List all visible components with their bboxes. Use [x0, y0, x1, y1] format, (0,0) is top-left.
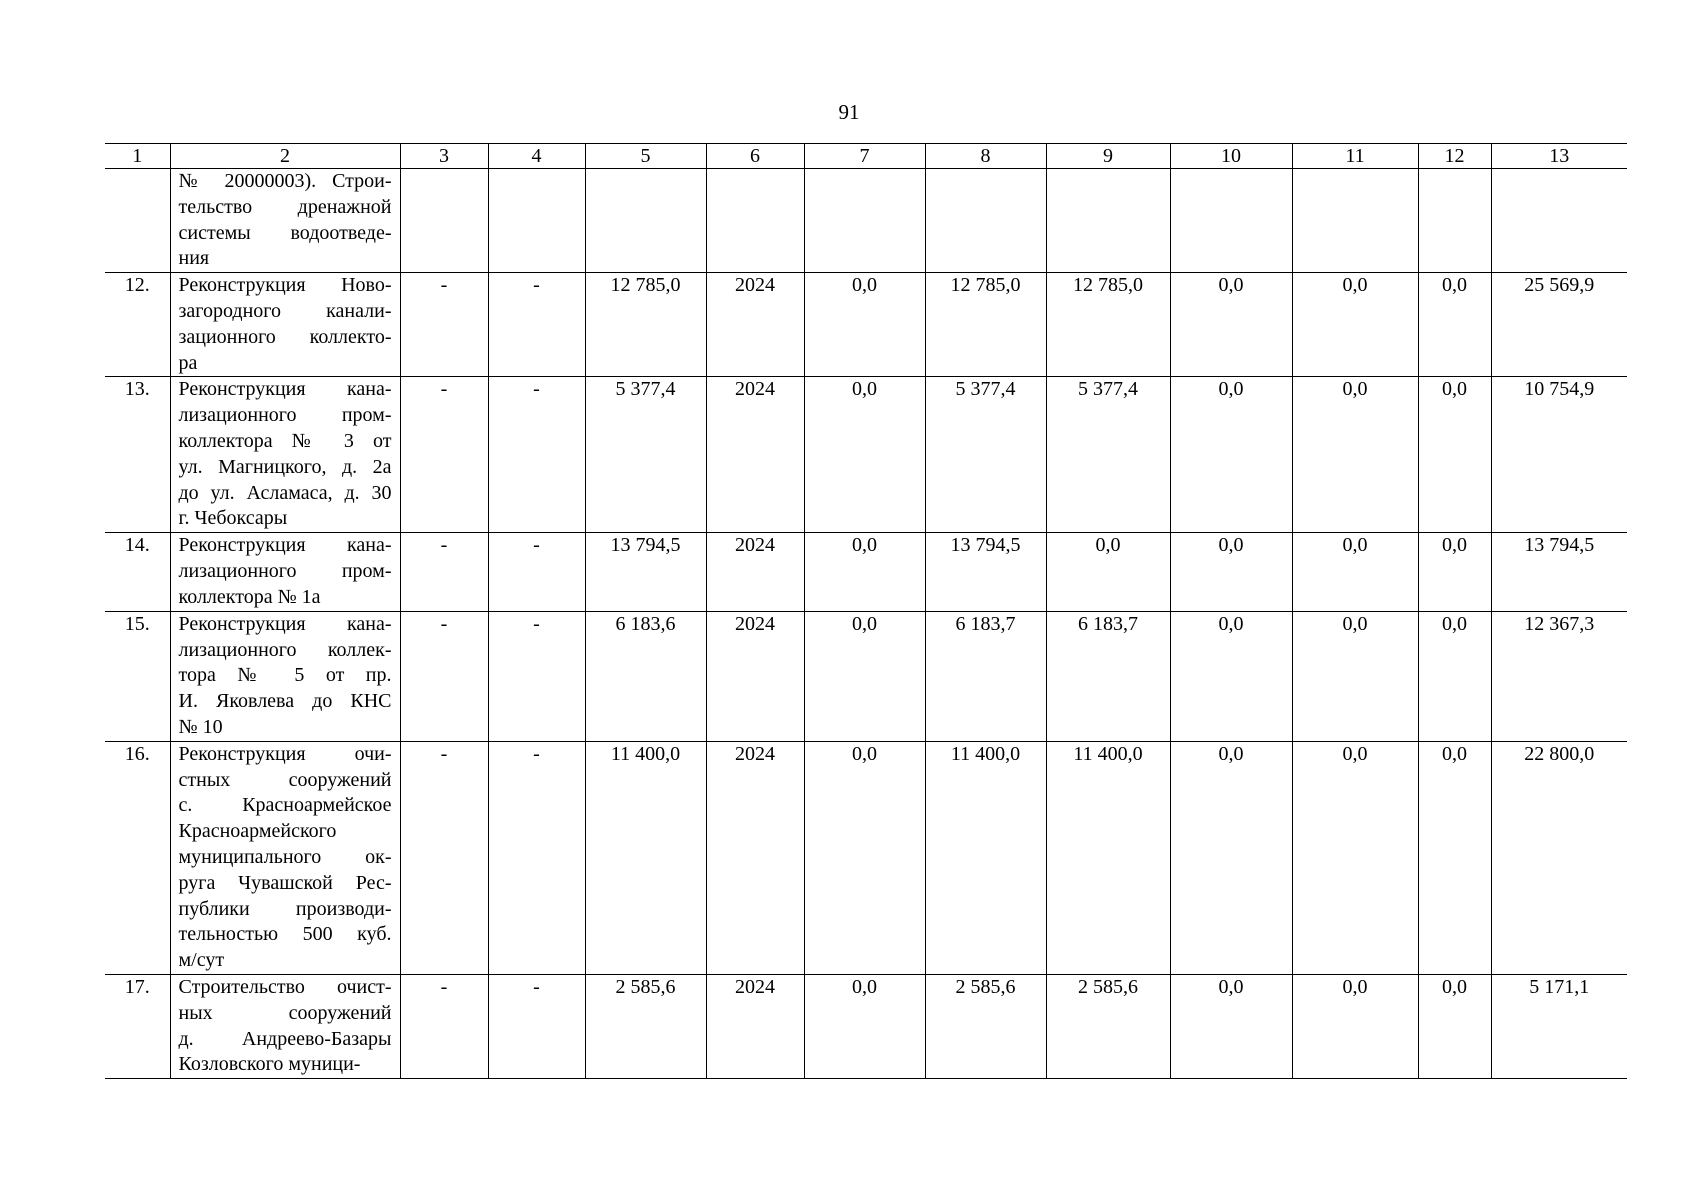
row-name-line: стных сооружений — [178, 768, 392, 791]
cell-c3: - — [400, 377, 488, 533]
cell-c5 — [585, 169, 706, 273]
cell-c7: 0,0 — [804, 377, 925, 533]
cell-c4: - — [488, 377, 585, 533]
row-name-line: тельство дренажной — [178, 195, 392, 218]
row-name-line: коллектора № 1а — [178, 585, 321, 608]
column-header-5: 5 — [585, 144, 706, 169]
cell-c5: 13 794,5 — [585, 533, 706, 611]
cell-c11: 0,0 — [1292, 273, 1418, 377]
cell-c8: 11 400,0 — [925, 741, 1046, 974]
row-name-line: № 20000003). Строи- — [178, 170, 392, 192]
row-name-line: лизационного пром- — [178, 404, 392, 427]
cell-c13: 5 171,1 — [1491, 974, 1627, 1078]
cell-c9: 0,0 — [1046, 533, 1170, 611]
cell-c9: 6 183,7 — [1046, 611, 1170, 741]
cell-c7: 0,0 — [804, 741, 925, 974]
row-name-line: руга Чувашской Рес- — [178, 871, 392, 894]
cell-c4 — [488, 169, 585, 273]
cell-c11: 0,0 — [1292, 533, 1418, 611]
document-table — [105, 143, 1627, 1079]
row-name-line: с. Красноармейское — [178, 794, 392, 817]
table-body — [105, 169, 1627, 1079]
cell-c8: 12 785,0 — [925, 273, 1046, 377]
row-name-line: Строительство очист- — [178, 975, 392, 998]
cell-c6: 2024 — [706, 533, 804, 611]
row-name-line: Красноармейского — [178, 820, 337, 843]
row-name-line: Козловского муници- — [178, 1053, 361, 1076]
cell-c10: 0,0 — [1170, 741, 1292, 974]
cell-c9: 11 400,0 — [1046, 741, 1170, 974]
row-name — [170, 533, 400, 611]
cell-c5: 5 377,4 — [585, 377, 706, 533]
cell-c6: 2024 — [706, 974, 804, 1078]
cell-c9 — [1046, 169, 1170, 273]
row-name — [170, 273, 400, 377]
header-row — [105, 144, 1627, 169]
column-header-9: 9 — [1046, 144, 1170, 169]
row-name-line: Реконструкция Ново- — [178, 274, 392, 297]
column-header-6: 6 — [706, 144, 804, 169]
page-number: 91 — [838, 100, 860, 124]
row-name-line: коллектора № 3 от — [178, 429, 392, 452]
cell-c11: 0,0 — [1292, 741, 1418, 974]
cell-c4: - — [488, 611, 585, 741]
cell-c12: 0,0 — [1418, 377, 1491, 533]
row-name-line: тора № 5 от пр. — [178, 664, 392, 687]
row-name-line: загородного канали- — [178, 299, 392, 322]
cell-c12: 0,0 — [1418, 611, 1491, 741]
cell-c3: - — [400, 611, 488, 741]
cell-c5: 11 400,0 — [585, 741, 706, 974]
row-number: 16. — [105, 741, 170, 974]
cell-c6 — [706, 169, 804, 273]
row-name-line: до ул. Асламаса, д. 30 — [178, 481, 392, 504]
cell-c3 — [400, 169, 488, 273]
column-header-12: 12 — [1418, 144, 1491, 169]
cell-c4: - — [488, 273, 585, 377]
cell-c5: 6 183,6 — [585, 611, 706, 741]
cell-c3: - — [400, 974, 488, 1078]
row-name-line: И. Яковлева до КНС — [178, 690, 392, 713]
cell-c9: 12 785,0 — [1046, 273, 1170, 377]
row-name — [170, 169, 400, 273]
table-row — [105, 169, 1627, 273]
cell-c11: 0,0 — [1292, 974, 1418, 1078]
cell-c7: 0,0 — [804, 974, 925, 1078]
row-name-line: ных сооружений — [178, 1001, 392, 1024]
cell-c6: 2024 — [706, 273, 804, 377]
cell-c11: 0,0 — [1292, 377, 1418, 533]
cell-c7: 0,0 — [804, 273, 925, 377]
cell-c13: 13 794,5 — [1491, 533, 1627, 611]
column-header-2: 2 — [170, 144, 400, 169]
row-name-line: системы водоотведе- — [178, 221, 392, 244]
cell-c5: 2 585,6 — [585, 974, 706, 1078]
cell-c13: 10 754,9 — [1491, 377, 1627, 533]
cell-c11 — [1292, 169, 1418, 273]
table-row — [105, 974, 1627, 1078]
row-number: 15. — [105, 611, 170, 741]
cell-c4: - — [488, 741, 585, 974]
cell-c8: 6 183,7 — [925, 611, 1046, 741]
row-name-line: Реконструкция кана- — [178, 534, 392, 557]
table-row — [105, 533, 1627, 611]
cell-c10: 0,0 — [1170, 611, 1292, 741]
row-number: 17. — [105, 974, 170, 1078]
row-name-line: тельностью 500 куб. — [178, 923, 392, 946]
row-name-line: муниципального ок- — [178, 845, 392, 868]
cell-c12: 0,0 — [1418, 533, 1491, 611]
column-header-1: 1 — [105, 144, 170, 169]
cell-c3: - — [400, 273, 488, 377]
cell-c6: 2024 — [706, 377, 804, 533]
cell-c12: 0,0 — [1418, 273, 1491, 377]
row-name-line: ния — [178, 247, 210, 270]
row-number: 14. — [105, 533, 170, 611]
column-header-7: 7 — [804, 144, 925, 169]
table-row — [105, 273, 1627, 377]
column-header-10: 10 — [1170, 144, 1292, 169]
column-header-3: 3 — [400, 144, 488, 169]
cell-c10: 0,0 — [1170, 533, 1292, 611]
table-row — [105, 611, 1627, 741]
row-name-line: Реконструкция кана- — [178, 378, 392, 401]
row-name-line: Реконструкция очи- — [178, 742, 392, 765]
cell-c10: 0,0 — [1170, 377, 1292, 533]
table-row — [105, 741, 1627, 974]
cell-c7: 0,0 — [804, 611, 925, 741]
cell-c4: - — [488, 533, 585, 611]
cell-c8 — [925, 169, 1046, 273]
cell-c12: 0,0 — [1418, 741, 1491, 974]
cell-c8: 2 585,6 — [925, 974, 1046, 1078]
row-name — [170, 741, 400, 974]
table-row — [105, 377, 1627, 533]
cell-c8: 5 377,4 — [925, 377, 1046, 533]
row-name-line: ра — [178, 351, 198, 374]
row-name-line: № 10 — [178, 715, 223, 738]
row-name — [170, 611, 400, 741]
row-name-line: г. Чебоксары — [178, 507, 288, 530]
row-name — [170, 377, 400, 533]
cell-c10: 0,0 — [1170, 974, 1292, 1078]
row-number — [105, 169, 170, 273]
row-name-line: публики производи- — [178, 897, 392, 920]
cell-c6: 2024 — [706, 741, 804, 974]
row-name-line: ул. Магницкого, д. 2а — [178, 455, 392, 478]
cell-c13: 22 800,0 — [1491, 741, 1627, 974]
row-number: 12. — [105, 273, 170, 377]
cell-c4: - — [488, 974, 585, 1078]
row-name-line: лизационного пром- — [178, 560, 392, 583]
cell-c10 — [1170, 169, 1292, 273]
cell-c6: 2024 — [706, 611, 804, 741]
cell-c12 — [1418, 169, 1491, 273]
row-name-line: Реконструкция кана- — [178, 612, 392, 635]
cell-c9: 5 377,4 — [1046, 377, 1170, 533]
cell-c5: 12 785,0 — [585, 273, 706, 377]
row-name-line: лизационного коллек- — [178, 638, 392, 661]
cell-c13: 25 569,9 — [1491, 273, 1627, 377]
row-name — [170, 974, 400, 1078]
cell-c11: 0,0 — [1292, 611, 1418, 741]
cell-c3: - — [400, 533, 488, 611]
column-header-4: 4 — [488, 144, 585, 169]
cell-c8: 13 794,5 — [925, 533, 1046, 611]
cell-c9: 2 585,6 — [1046, 974, 1170, 1078]
column-header-8: 8 — [925, 144, 1046, 169]
cell-c13: 12 367,3 — [1491, 611, 1627, 741]
cell-c7: 0,0 — [804, 533, 925, 611]
cell-c10: 0,0 — [1170, 273, 1292, 377]
column-header-13: 13 — [1491, 144, 1627, 169]
column-header-11: 11 — [1292, 144, 1418, 169]
row-number: 13. — [105, 377, 170, 533]
cell-c7 — [804, 169, 925, 273]
cell-c3: - — [400, 741, 488, 974]
row-name-line: зационного коллекто- — [178, 325, 392, 348]
row-name-line: м/сут — [178, 949, 225, 972]
cell-c13 — [1491, 169, 1627, 273]
row-name-line: д. Андреево-Базары — [178, 1027, 392, 1050]
cell-c12: 0,0 — [1418, 974, 1491, 1078]
